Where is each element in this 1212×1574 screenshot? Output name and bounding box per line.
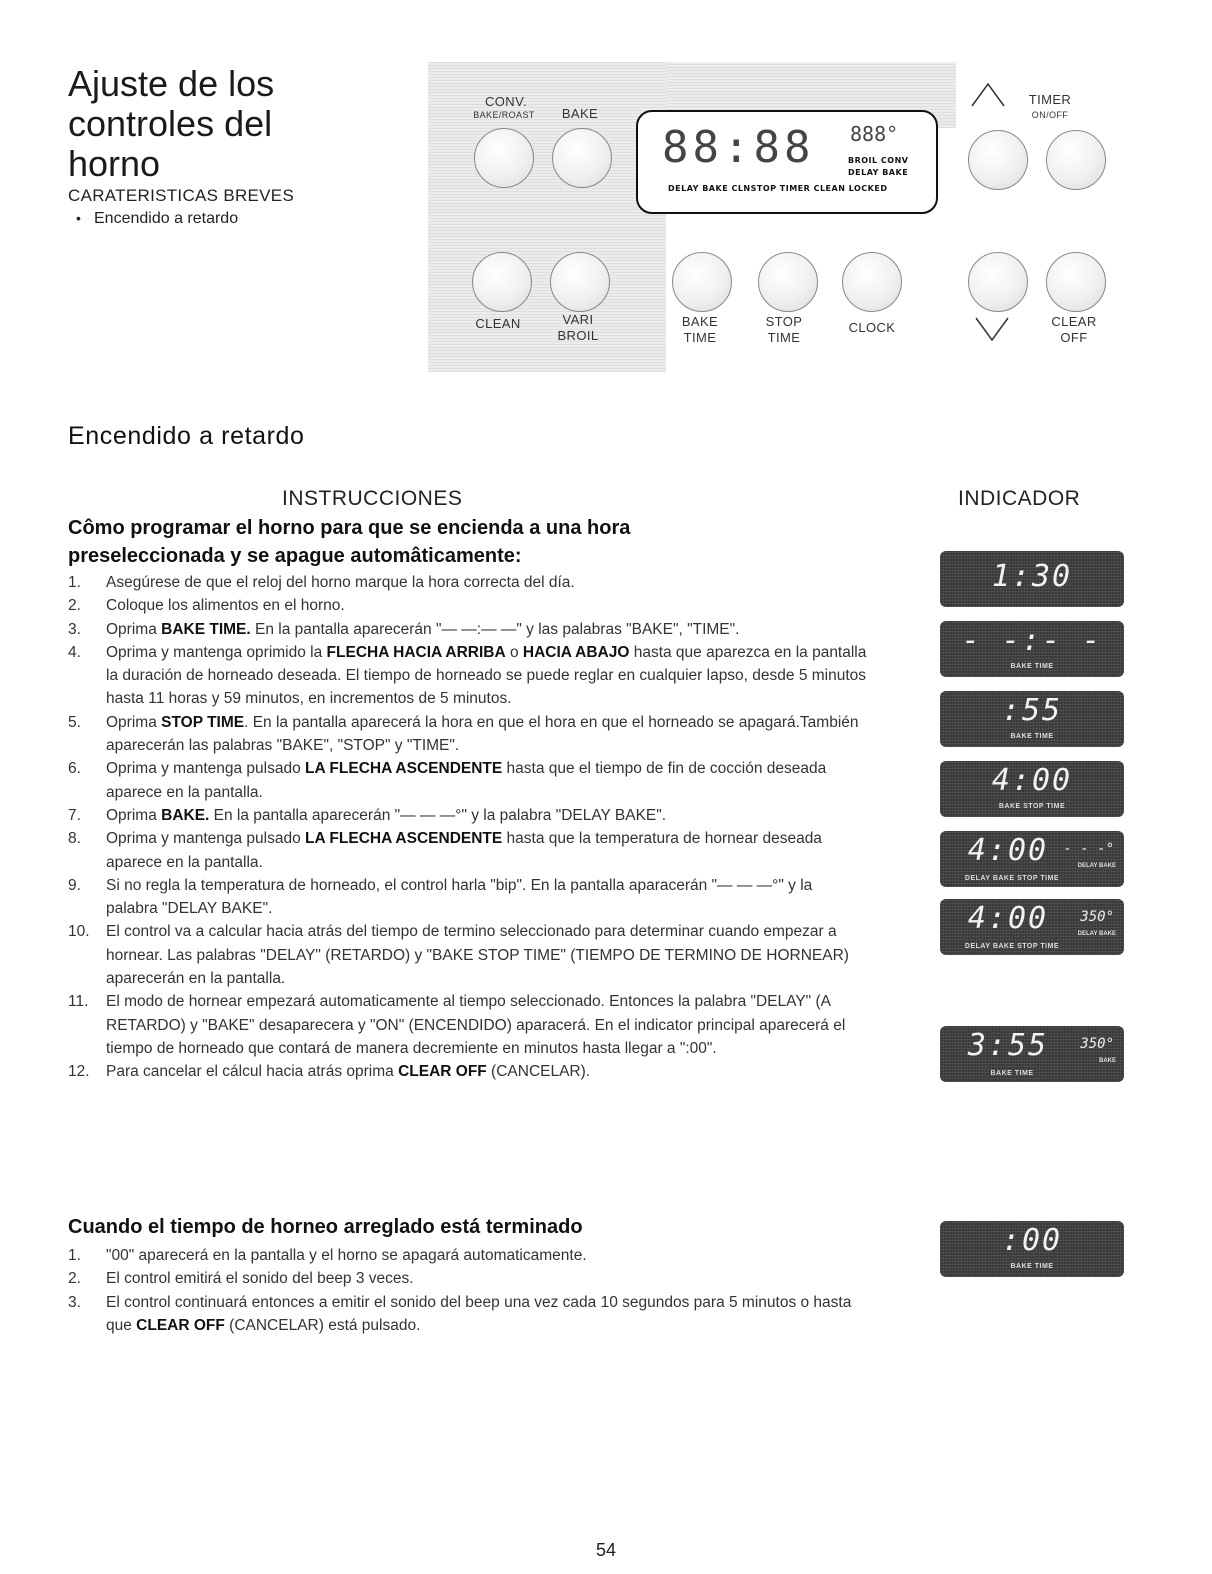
stop-time-button[interactable]	[758, 252, 818, 312]
indicator-main: 4:00	[967, 833, 1049, 868]
step-item	[68, 618, 868, 641]
step-text: hasta que la temperatura de hornear deseada aparece en la pantalla.	[106, 830, 822, 871]
step-item	[68, 1244, 868, 1267]
step-text: Si no regla la temperatura de horneado, el control harla "bip". En la pantalla aparacerán "— — —°" y la palabra "DELAY BAKE".	[106, 876, 813, 918]
indicator-main: - -:- -	[961, 623, 1103, 658]
step-keyword: BAKE.	[161, 806, 210, 824]
up-arrow-icon	[968, 80, 1008, 108]
clock-label: CLOCK	[848, 320, 896, 335]
indicator-main: 1:30	[991, 559, 1073, 594]
indicator-temp: 350°	[1080, 1036, 1114, 1052]
features-item	[76, 210, 238, 228]
indicator-display	[940, 831, 1124, 887]
step-number: 1.	[68, 574, 81, 591]
lcd-bottom-words: DELAY BAKE CLNSTOP TIMER CLEAN LOCKED	[668, 184, 888, 193]
page-number: 54	[595, 1540, 617, 1560]
indicator-display	[940, 691, 1124, 747]
indicator-main: 4:00	[967, 901, 1049, 936]
up-arrow-button[interactable]	[968, 130, 1028, 190]
title-line: horno	[68, 143, 161, 184]
step-number: 6.	[68, 760, 81, 778]
step-text: En la pantalla aparecerán "— —:— —" y las palabras "BAKE", "TIME".	[250, 620, 740, 638]
step-text: Oprima	[106, 806, 162, 824]
indicator-side-words: DELAY BAKE	[1077, 863, 1116, 869]
indicator-side-words: DELAY BAKE	[1077, 931, 1116, 937]
step-keyword: BAKE TIME.	[161, 620, 251, 638]
lcd-broil-conv: BROIL CONV	[848, 156, 909, 165]
step-number: 8.	[68, 830, 81, 848]
indicator-display	[940, 899, 1124, 955]
bake-button[interactable]	[552, 128, 612, 188]
step-text: Oprima y mantenga pulsado	[106, 830, 306, 848]
step-keyword: CLEAR OFF	[136, 1316, 225, 1334]
title-line: Ajuste de los	[68, 63, 275, 104]
indicator-words: BAKE TIME	[1010, 663, 1054, 670]
timer-label: TIMER	[1028, 92, 1072, 107]
indicator-words: BAKE STOP TIME	[998, 803, 1066, 810]
step-item	[68, 711, 868, 758]
step-text: Oprima	[106, 620, 162, 638]
indicator-display	[940, 1026, 1124, 1082]
indicator-display	[940, 761, 1124, 817]
indicator-words: BAKE TIME	[1010, 1263, 1054, 1270]
indicator-main: :55	[1001, 693, 1063, 728]
section-title: Encendido a retardo	[68, 422, 305, 450]
step-number: 3.	[68, 1293, 81, 1311]
step-text: El control emitirá el sonido del beep 3 veces.	[106, 1270, 414, 1288]
page-title	[68, 64, 368, 184]
lcd-delay-bake: DELAY BAKE	[848, 168, 909, 177]
indicator-side-words: BAKE	[1098, 1058, 1116, 1064]
conv-bake-roast-button[interactable]	[474, 128, 534, 188]
step-item	[68, 1267, 868, 1290]
timer-on-off-button[interactable]	[1046, 130, 1106, 190]
step-item	[68, 571, 868, 594]
oven-control-panel	[428, 62, 1154, 380]
indicator-display	[940, 1221, 1124, 1277]
clean-label: CLEAN	[475, 316, 521, 331]
off-label: OFF	[1060, 330, 1088, 345]
bake-label: BAKE	[561, 106, 599, 121]
step-number: 2.	[68, 597, 81, 615]
clock-button[interactable]	[842, 252, 902, 312]
clean-button[interactable]	[472, 252, 532, 312]
step-keyword: LA FLECHA ASCENDENTE	[305, 760, 503, 778]
bake-time-button[interactable]	[672, 252, 732, 312]
indicator-main: 3:55	[967, 1028, 1049, 1063]
instructions-heading: INSTRUCCIONES	[282, 487, 463, 510]
step-text: Oprima	[106, 713, 162, 731]
indicator-words: DELAY BAKE STOP TIME	[964, 943, 1060, 950]
indicator-main: 4:00	[991, 763, 1073, 798]
step-text: o	[505, 643, 523, 661]
step-item	[68, 827, 868, 874]
indicator-display	[940, 551, 1124, 607]
down-arrow-icon	[972, 316, 1012, 344]
step-number: 2.	[68, 1270, 81, 1288]
step-text: "00" aparecerá en la pantalla y el horno se apagará automaticamente.	[106, 1247, 587, 1264]
indicator-temp: - - -°	[1063, 841, 1114, 857]
step-number: 4.	[68, 643, 81, 661]
stop-time-label-2: TIME	[767, 330, 801, 345]
step-number: 3.	[68, 620, 81, 638]
step-number: 5.	[68, 713, 81, 731]
clear-label: CLEAR	[1051, 314, 1097, 329]
conv-sub-label: BAKE/ROAST	[473, 110, 535, 120]
step-text: Para cancelar el cálcul hacia atrás oprima	[106, 1063, 399, 1081]
step-item	[68, 757, 868, 804]
lcd-digits: 88:88	[662, 122, 815, 173]
features-item-label: Encendido a retardo	[94, 210, 239, 227]
step-text: hasta que el tiempo de fin de cocción deseada aparece en la pantalla.	[106, 760, 827, 801]
step-keyword: LA FLECHA ASCENDENTE	[305, 830, 503, 848]
step-number: 9.	[68, 876, 81, 894]
step-text: Oprima y mantenga pulsado	[106, 760, 306, 778]
step-item	[68, 874, 868, 921]
lcd-display	[636, 110, 938, 214]
step-text: Asegúrese de que el reloj del horno marque la hora correcta del día.	[106, 574, 575, 591]
step-item	[68, 804, 868, 827]
bullet-icon: •	[76, 210, 81, 226]
vari-label: VARI	[562, 312, 594, 327]
step-text: El control va a calcular hacia atrás del tiempo de termino seleccionado para determinar cuando empezar a hornear. Las palabras "DELAY" (RETARDO) y "BAKE STOP TIME" (TIEMPO DE TERMINO DE HORNEAR) aparecerán en la pantalla.	[106, 923, 849, 988]
vari-broil-button[interactable]	[550, 252, 610, 312]
features-heading: CARATERISTICAS BREVES	[68, 186, 295, 205]
step-keyword: HACIA ABAJO	[522, 643, 630, 661]
step-text: Oprima y mantenga oprimido la	[106, 643, 327, 661]
indicator-words: DELAY BAKE STOP TIME	[964, 875, 1060, 882]
indicator-words: BAKE TIME	[1010, 733, 1054, 740]
lcd-temp-digits: 888°	[850, 122, 899, 146]
step-number: 12.	[68, 1063, 90, 1081]
stop-time-label-1: STOP	[765, 314, 803, 329]
step-item	[68, 641, 868, 711]
step-keyword: STOP TIME	[161, 713, 245, 731]
end-section-title: Cuando el tiempo de horneo arreglado está terminado	[68, 1216, 583, 1238]
title-line: controles del	[68, 103, 273, 144]
step-item	[68, 1291, 868, 1338]
step-text: Coloque los alimentos en el horno.	[106, 597, 345, 615]
step-text: En la pantalla aparecerán "— — —°" y la palabra "DELAY BAKE".	[209, 806, 667, 824]
conv-label: CONV.	[485, 94, 527, 109]
step-keyword: FLECHA HACIA ARRIBA	[326, 643, 506, 661]
step-number: 10.	[68, 923, 90, 941]
step-item	[68, 990, 868, 1060]
indicator-heading: INDICADOR	[958, 487, 1081, 510]
indicator-display	[940, 621, 1124, 677]
instructions-subtitle: Cômo programar el horno para que se encienda a una hora preseleccionada y se apague automâticamente:	[68, 517, 631, 567]
step-number: 7.	[68, 806, 81, 824]
end-steps	[68, 1244, 868, 1337]
step-text: El control continuará entonces a emitir el sonido del beep una vez cada 10 segundos para 5 minutos o hasta que	[106, 1293, 852, 1334]
step-item	[68, 1060, 868, 1083]
broil-label: BROIL	[557, 328, 599, 343]
down-arrow-button[interactable]	[968, 252, 1028, 312]
step-text: . En la pantalla aparecerá la hora en que el hora en que el horneado se apagará.También aparecerán las palabras "BAKE", "STOP" y "TIME".	[106, 713, 859, 755]
step-number: 11.	[68, 993, 89, 1011]
step-text: (CANCELAR) está pulsado.	[224, 1316, 421, 1334]
step-number: 1.	[68, 1247, 81, 1264]
bake-time-label-2: TIME	[683, 330, 717, 345]
step-text: hasta que aparezca en la pantalla la duración de horneado deseada. El tiempo de horneado se puede reglar en cualquier lapso, desde 5 minutos hasta 11 horas y 59 minutos, en incrementos de 5 minutos.	[106, 643, 867, 708]
step-keyword: CLEAR OFF	[398, 1063, 487, 1081]
bake-time-label-1: BAKE	[681, 314, 719, 329]
indicator-words: BAKE TIME	[990, 1070, 1034, 1077]
instruction-steps	[68, 571, 868, 1084]
timer-sub-label: ON/OFF	[1031, 110, 1069, 120]
clear-off-button[interactable]	[1046, 252, 1106, 312]
indicator-main: :00	[1001, 1223, 1063, 1258]
step-item	[68, 594, 868, 617]
step-text: El modo de hornear empezará automaticamente al tiempo seleccionado. Entonces la palabra "DELAY" (A RETARDO) y "BAKE" desaparecera y "ON" (ENCENDIDO) aparacerá. En el indicator principal aparecerá el tiempo de horneado que contará de manera decremiente en minutos hasta llegar a ":00".	[106, 993, 846, 1057]
indicator-temp: 350°	[1080, 909, 1114, 925]
step-text: (CANCELAR).	[486, 1063, 591, 1081]
step-item	[68, 920, 868, 990]
